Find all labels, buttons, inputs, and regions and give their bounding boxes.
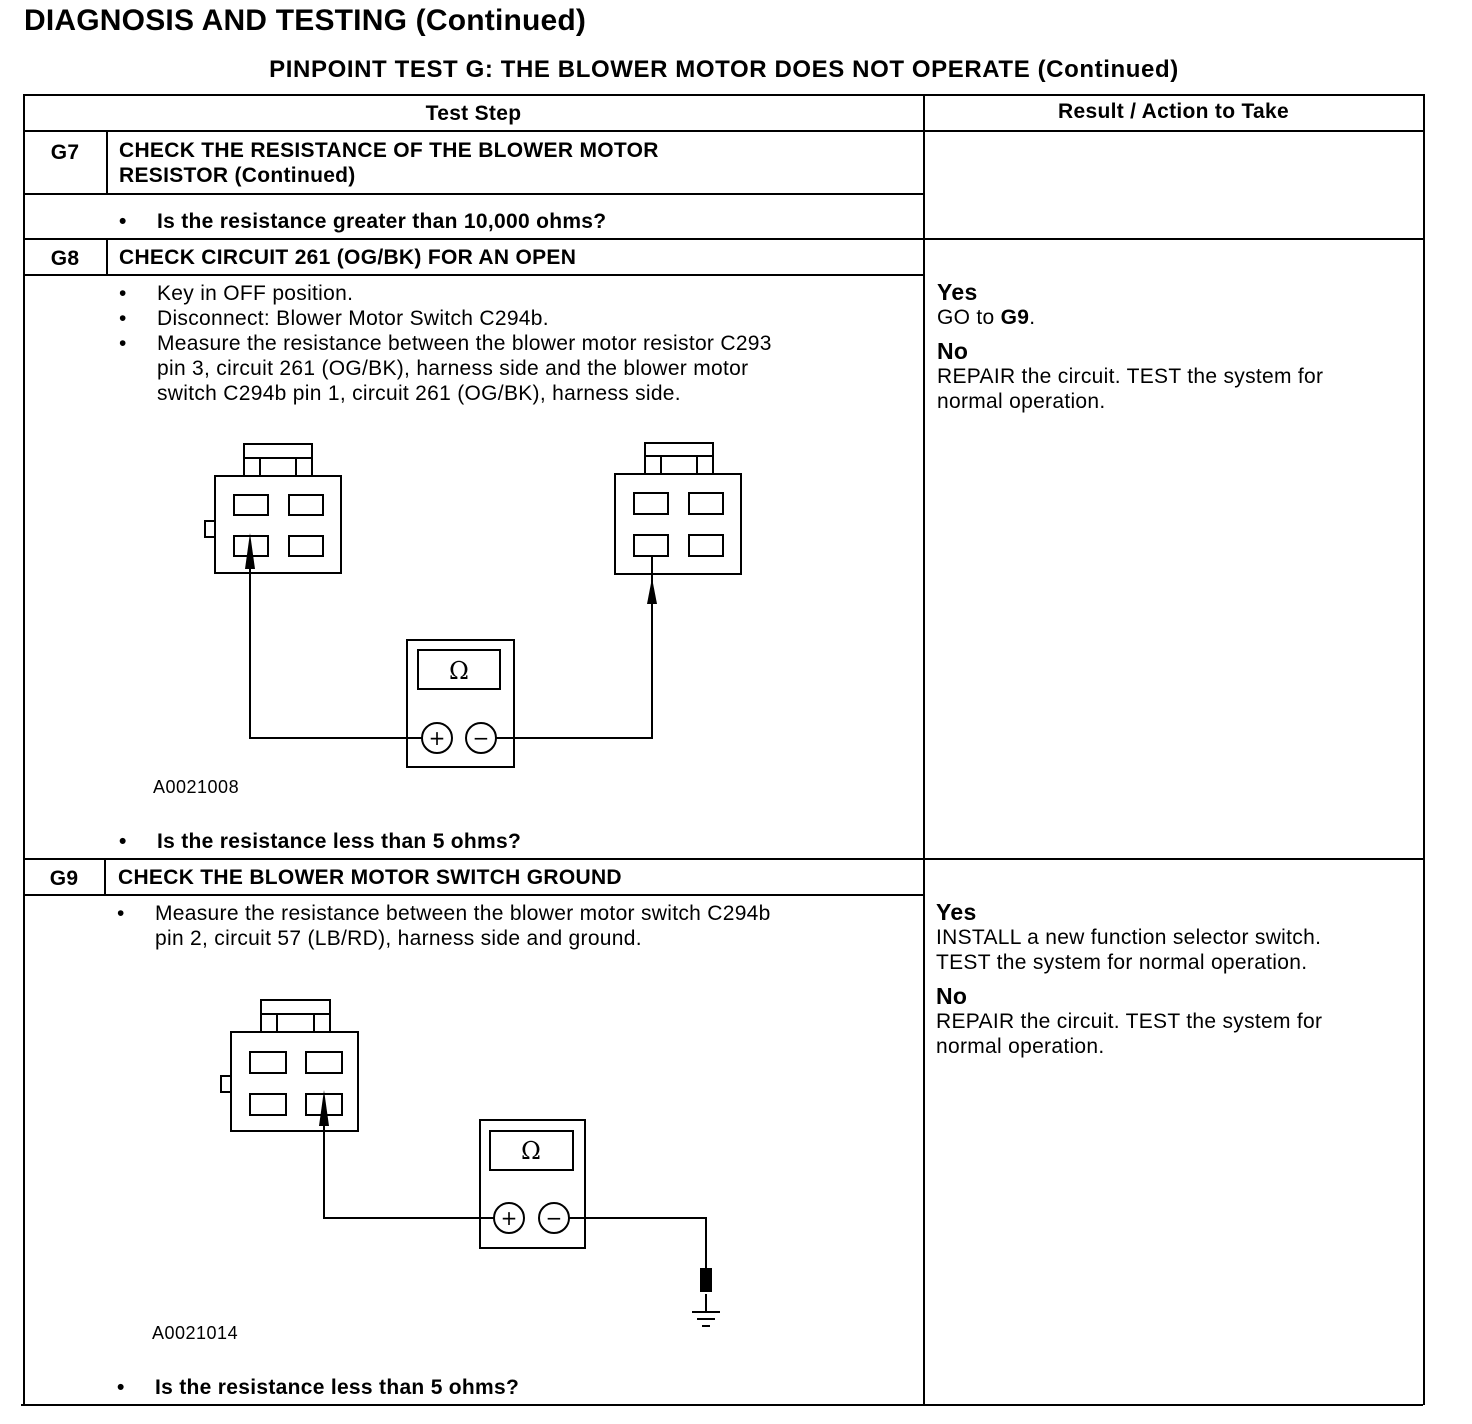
g7-question-list [119, 209, 606, 234]
negative-lead [496, 556, 652, 738]
g9-yes-action-line2: TEST the system for normal operation. [936, 951, 1308, 974]
g9-step-list [117, 901, 771, 951]
plus-terminal-icon: + [500, 1206, 518, 1230]
table-border-top [23, 94, 1425, 96]
g8-question-list [119, 829, 521, 854]
g8-wiring-diagram [195, 436, 755, 776]
g9-step-measure: • Measure the resistance between the blower motor switch C294b pin 2, circuit 57 (LB/RD), harness side and ground. [117, 901, 771, 951]
table-border-bottom [21, 1404, 1423, 1406]
ohm-symbol: Ω [449, 657, 469, 685]
g8-title: CHECK CIRCUIT 261 (OG/BK) FOR AN OPEN [119, 246, 577, 269]
g8-bottom-rule [23, 858, 1424, 860]
g9-title: CHECK THE BLOWER MOTOR SWITCH GROUND [118, 866, 622, 889]
switch-connector-c294b [615, 443, 741, 574]
g8-result [937, 279, 1323, 414]
g8-step-key-off: • Key in OFF position. [119, 281, 772, 306]
g7-step-id: G7 [50, 141, 80, 164]
page-heading: DIAGNOSIS AND TESTING (Continued) [24, 4, 587, 37]
g8-step-measure: • Measure the resistance between the blower motor resistor C293 pin 3, circuit 261 (OG/BK), harness side and the blower motor switch C294b pin 1, circuit 261 (OG/BK), harness side. [119, 331, 772, 406]
g9-no-action-line1: REPAIR the circuit. TEST the system for [936, 1010, 1323, 1033]
g9-question-list [117, 1375, 519, 1400]
table-border-left [23, 94, 25, 1405]
positive-probe [245, 533, 255, 569]
g9-figure-code: A0021014 [152, 1323, 239, 1343]
header-rule [23, 130, 1424, 132]
g7-title-line2: RESISTOR (Continued) [119, 164, 356, 187]
g9-yes-action-line1: INSTALL a new function selector switch. [936, 926, 1322, 949]
g8-no-action-line2: normal operation. [937, 390, 1106, 413]
g8-question: • Is the resistance less than 5 ohms? [119, 829, 521, 854]
g9-step-id: G9 [49, 867, 79, 890]
g8-yes-action: GO to G9. [937, 306, 1036, 329]
positive-probe [319, 1090, 329, 1126]
positive-lead [324, 1110, 494, 1218]
resistor-connector-c293 [205, 444, 341, 573]
plus-terminal-icon: + [428, 726, 446, 750]
g9-question: • Is the resistance less than 5 ohms? [117, 1375, 519, 1400]
g8-step-id: G8 [50, 247, 80, 270]
switch-connector-c294b [221, 1000, 358, 1131]
g7-question: • Is the resistance greater than 10,000 ohms? [119, 209, 606, 234]
table-border-right [1423, 94, 1425, 1405]
ground-icon [692, 1312, 720, 1326]
g7-title-rule [23, 193, 924, 195]
g8-step-list [119, 281, 772, 406]
g9-title-rule [23, 894, 924, 896]
ohm-symbol: Ω [521, 1137, 541, 1165]
header-test-step: Test Step [425, 102, 522, 125]
column-divider [923, 94, 925, 1405]
negative-probe [647, 578, 657, 604]
g8-no-label: No [937, 338, 969, 364]
g9-yes-label: Yes [936, 899, 977, 925]
g8-title-rule [23, 274, 924, 276]
minus-terminal-icon: − [545, 1206, 563, 1230]
pinpoint-test-title: PINPOINT TEST G: THE BLOWER MOTOR DOES NOT OPERATE (Continued) [269, 56, 1179, 83]
ground-lead [569, 1218, 706, 1270]
g8-yes-label: Yes [937, 279, 978, 305]
g8-figure-code: A0021008 [153, 777, 240, 797]
ground-clip [700, 1268, 712, 1292]
positive-lead [250, 551, 422, 738]
g9-wiring-diagram [210, 990, 750, 1335]
g9-result [936, 899, 1322, 1059]
g9-no-action-line2: normal operation. [936, 1035, 1105, 1058]
g8-no-action-line1: REPAIR the circuit. TEST the system for [937, 365, 1324, 388]
g9-no-label: No [936, 983, 968, 1009]
g9-id-divider [104, 858, 106, 895]
g7-id-divider [106, 130, 108, 194]
g8-step-disconnect: • Disconnect: Blower Motor Switch C294b. [119, 306, 772, 331]
g8-id-divider [106, 238, 108, 275]
header-result-action: Result / Action to Take [1058, 100, 1289, 123]
minus-terminal-icon: − [472, 726, 490, 750]
g7-title-line1: CHECK THE RESISTANCE OF THE BLOWER MOTOR [119, 139, 659, 162]
g7-bottom-rule [23, 238, 1424, 240]
